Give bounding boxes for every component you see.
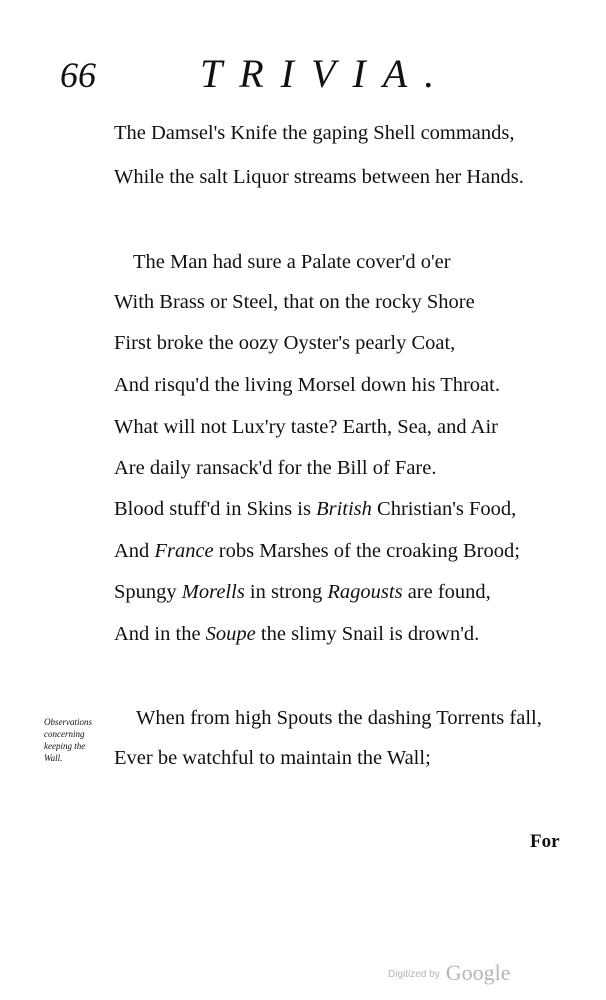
verse-line-mixed: Blood stuff'd in Skins is British Christian's Food, <box>114 498 517 520</box>
digitized-label: Digitized by <box>388 969 440 980</box>
marginal-note <box>44 716 110 764</box>
verse-line: And risqu'd the living Morsel down his Throat. <box>114 374 500 396</box>
italic-word: Ragousts <box>327 581 403 603</box>
italic-word: France <box>154 540 214 562</box>
marginal-note-line: Wall. <box>44 753 63 763</box>
verse-line-mixed: Spungy Morells in strong Ragousts are found, <box>114 581 491 603</box>
verse-line: With Brass or Steel, that on the rocky Shore <box>114 291 475 313</box>
marginal-note-line: Observations <box>44 717 92 727</box>
verse-line: When from high Spouts the dashing Torrents fall, <box>136 707 542 729</box>
italic-word: Morells <box>181 581 245 603</box>
marginal-note-line: concerning <box>44 729 85 739</box>
marginal-note-line: keeping the <box>44 741 86 751</box>
catchword: For <box>530 831 560 852</box>
verse-line: Ever be watchful to maintain the Wall; <box>114 747 431 769</box>
verse-line: First broke the oozy Oyster's pearly Coat, <box>114 332 456 354</box>
digitized-watermark <box>388 960 510 986</box>
verse-line: While the salt Liquor streams between her Hands. <box>114 166 524 188</box>
verse-line: What will not Lux'ry taste? Earth, Sea, and Air <box>114 416 498 438</box>
italic-word: Soupe <box>205 623 256 645</box>
italic-word: British <box>316 498 372 520</box>
verse-line: The Man had sure a Palate cover'd o'er <box>133 251 451 273</box>
verse-line: Are daily ransack'd for the Bill of Fare. <box>114 457 437 479</box>
verse-line-mixed: And France robs Marshes of the croaking Brood; <box>114 540 520 562</box>
page-number: 66 <box>60 55 96 95</box>
verse-line-mixed: And in the Soupe the slimy Snail is drown'd. <box>114 623 480 645</box>
verse-line: The Damsel's Knife the gaping Shell commands, <box>114 122 515 144</box>
google-logo: Google <box>445 960 511 985</box>
running-title: TRIVIA. <box>200 51 452 96</box>
